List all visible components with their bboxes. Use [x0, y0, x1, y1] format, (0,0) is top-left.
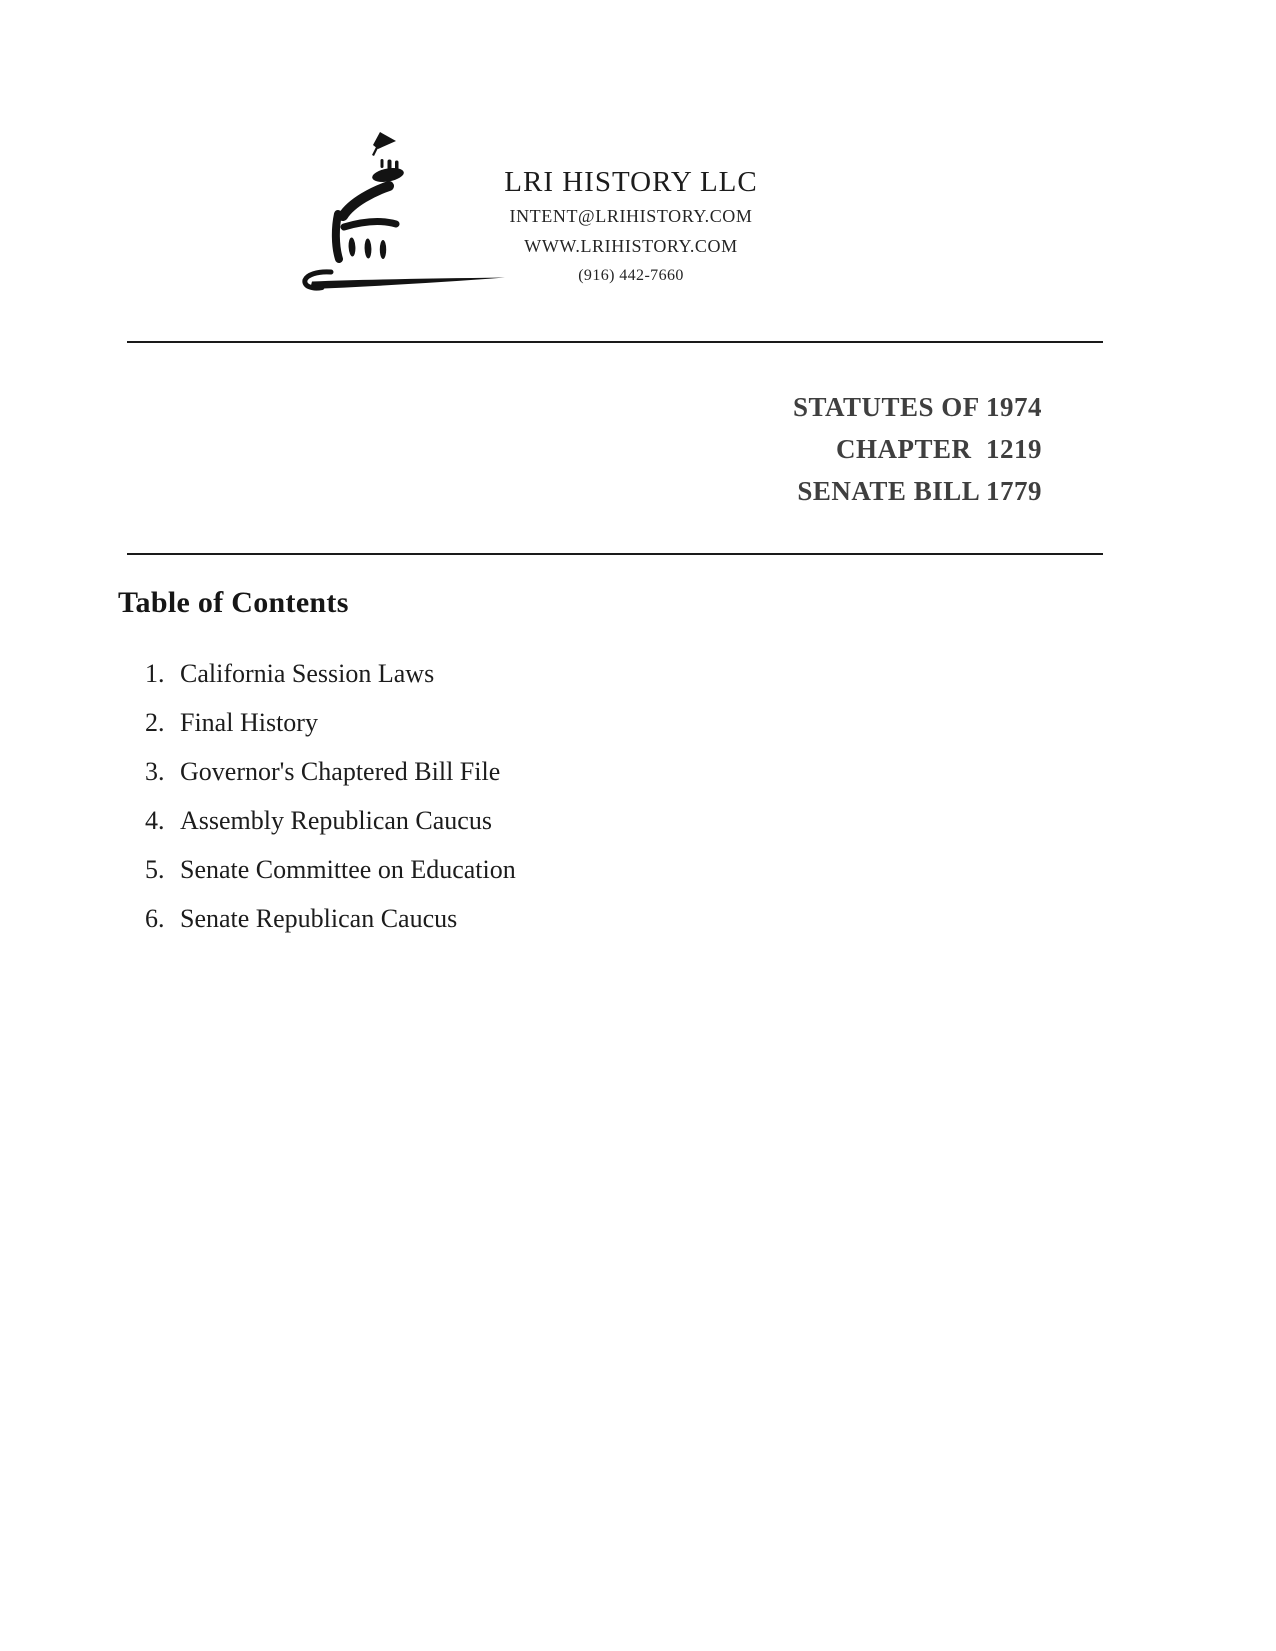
toc-item-label: Senate Committee on Education: [180, 855, 516, 884]
statutes-line: STATUTES OF 1974: [792, 392, 1042, 422]
chapter-line: CHAPTER 1219: [835, 434, 1042, 464]
toc-item: [145, 747, 516, 796]
divider-bottom: [127, 553, 1103, 555]
toc-item-label: Governor's Chaptered Bill File: [180, 757, 501, 786]
company-name: LRI HISTORY LLC: [504, 166, 758, 198]
toc-item-number: 4.: [145, 806, 165, 835]
toc-item-number: 2.: [145, 708, 165, 737]
toc-item-number: 3.: [145, 757, 165, 786]
company-email: INTENT@LRIHISTORY.COM: [509, 206, 753, 226]
toc-list: [145, 649, 516, 943]
toc-item-number: 6.: [145, 904, 165, 933]
masthead: [430, 164, 832, 291]
toc-item-label: Final History: [180, 708, 318, 737]
toc-item: [145, 649, 516, 698]
company-phone: (916) 442-7660: [578, 267, 684, 284]
toc-item-label: Assembly Republican Caucus: [180, 806, 492, 835]
senate-bill-line: SENATE BILL 1779: [797, 476, 1042, 506]
toc-item-label: Senate Republican Caucus: [180, 904, 458, 933]
company-website: WWW.LRIHISTORY.COM: [524, 236, 738, 256]
toc-item-number: 1.: [145, 659, 165, 688]
toc-item-label: California Session Laws: [180, 659, 435, 688]
case-info-block: [793, 386, 1042, 512]
divider-top: [127, 341, 1103, 343]
toc-item: [145, 894, 516, 943]
toc-item: [145, 698, 516, 747]
toc-item: [145, 796, 516, 845]
toc-title: Table of Contents: [118, 586, 349, 619]
toc-item-number: 5.: [145, 855, 165, 884]
toc-item: [145, 845, 516, 894]
